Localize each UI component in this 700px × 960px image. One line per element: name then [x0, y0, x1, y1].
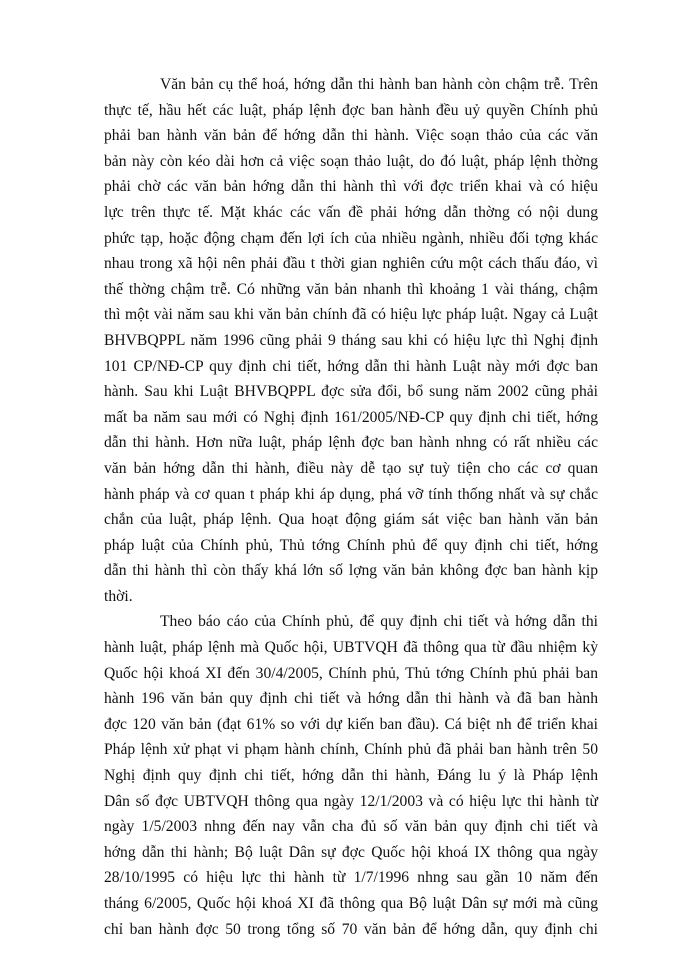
text-line: phải chờ các văn bản hớng dẫn thi hành thì với đợc triển khai và có hiệu [104, 178, 598, 196]
text-line: BHVBQPPL năm 1996 cũng phải 9 tháng sau khi có hiệu lực thì Nghị định [104, 331, 598, 349]
text-line: Nghị định quy định chi tiết, hớng dẫn thi hành, Đáng lu ý là Pháp lệnh [104, 767, 598, 785]
text-line: thế thờng chậm trễ. Có những văn bản nhanh thì khoảng 1 vài tháng, chậm [104, 280, 598, 298]
text-line: Văn bản cụ thể hoá, hớng dẫn thi hành ban hành còn chậm trễ. Trên [160, 76, 598, 93]
text-line: tháng 6/2005, Quốc hội khoá XI đã thông qua Bộ luật Dân sự mới mà cũng [104, 895, 598, 912]
paragraph-2 [104, 609, 598, 942]
text-line: 101 CP/NĐ-CP quy định chi tiết, hớng dẫn thi hành Luật này mới đợc ban [104, 357, 598, 375]
text-line: phải ban hành văn bản để hớng dẫn thi hành. Việc soạn thảo của các văn [104, 127, 598, 145]
text-line: hành luật, pháp lệnh mà Quốc hội, UBTVQH đã thông qua từ đầu nhiệm kỳ [104, 639, 598, 657]
text-line: nhau trong xã hội nên phải đầu t thời gian nghiên cứu một cách thấu đáo, vì [104, 255, 598, 273]
text-line: dẫn thi hành. Hơn nữa luật, pháp lệnh đợc ban hành nhng có rất nhiều các [104, 434, 598, 452]
text-line: hành. Sau khi Luật BHVBQPPL đợc sửa đổi, bổ sung năm 2002 cũng phải [104, 383, 598, 401]
text-line: thì một vài năm sau khi văn bản chính đã có hiệu lực pháp luật. Ngay cả Luật [104, 306, 598, 324]
text-line: chắn của luật, pháp lệnh. Qua hoạt động giám sát việc ban hành văn bản [104, 511, 598, 529]
text-line: bản này còn kéo dài hơn cả việc soạn thảo luật, do đó luật, pháp lệnh thờng [104, 152, 598, 170]
text-line: Theo báo cáo của Chính phủ, để quy định chi tiết và hớng dẫn thi [160, 613, 598, 631]
text-line: thời. [104, 587, 133, 605]
text-line: Pháp lệnh xử phạt vi phạm hành chính, Chính phủ đã phải ban hành trên 50 [104, 741, 598, 759]
text-line: đợc 120 văn bản (đạt 61% so với dự kiến ban đầu). Cá biệt nh để triển khai [104, 715, 598, 733]
text-line: mất ba năm sau mới có Nghị định 161/2005/NĐ-CP quy định chi tiết, hớng [104, 408, 598, 426]
document-body [104, 72, 598, 942]
text-line: lực trên thực tế. Mặt khác các vấn đề phải hớng dẫn thờng có nội dung [104, 203, 598, 221]
text-line: văn bản hớng dẫn thi hành, điều này dễ tạo sự tuỳ tiện cho các cơ quan [104, 459, 598, 477]
text-line: chỉ ban hành đợc 50 trong tổng số 70 văn bản để hớng dẫn, quy định chi [104, 920, 598, 938]
text-line: hành pháp và cơ quan t pháp khi áp dụng, phá vỡ tính thống nhất và sự chắc [104, 485, 598, 503]
text-line: Quốc hội khoá XI đến 30/4/2005, Chính phủ, Thủ tớng Chính phủ phải ban [104, 664, 598, 682]
text-line: pháp luật của Chính phủ, Thủ tớng Chính phủ để quy định chi tiết, hớng [104, 536, 598, 554]
text-line: Dân số đợc UBTVQH thông qua ngày 12/1/2003 và có hiệu lực thi hành từ [104, 792, 598, 810]
text-line: phức tạp, hoặc động chạm đến lợi ích của nhiều ngành, nhiều đối tợng khác [104, 229, 598, 247]
paragraph-1 [104, 72, 598, 609]
text-line: thực tế, hầu hết các luật, pháp lệnh đợc ban hành đều uỷ quyền Chính phủ [104, 101, 598, 119]
text-line: hành 196 văn bản quy định chi tiết và hớng dẫn thi hành và đã ban hành [104, 690, 598, 708]
text-line: hớng dẫn thi hành; Bộ luật Dân sự đợc Quốc hội khoá IX thông qua ngày [104, 843, 598, 861]
text-line: 28/10/1995 có hiệu lực thi hành từ 1/7/1996 nhng sau gần 10 năm đến [104, 869, 598, 887]
text-line: dẫn thi hành thì còn thấy khá lớn số lợng văn bản không đợc ban hành kịp [104, 562, 598, 580]
text-line: ngày 1/5/2003 nhng đến nay vẫn cha đủ số văn bản quy định chi tiết và [104, 818, 598, 836]
